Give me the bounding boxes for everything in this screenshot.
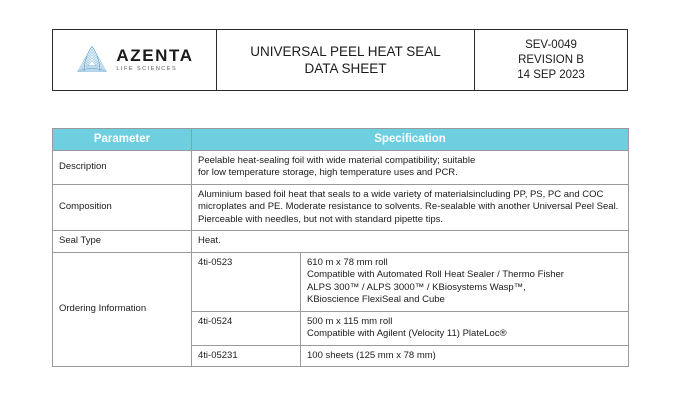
document-title-line-2: DATA SHEET: [304, 61, 387, 76]
description-line-1: Peelable heat-sealing foil with wide material compatibility; suitable: [198, 154, 476, 166]
ordering-item-description: [301, 253, 629, 312]
ordering-items-table: [192, 253, 628, 367]
ordering-item-0-line-2: Compatible with Automated Roll Heat Sealer / Thermo Fisher: [307, 269, 564, 280]
row-spec-composition: Aluminium based foil heat that seals to a wide variety of materialsincluding PP, PS, PC and COC microplates and PE. Moderate resistance to solvents. Re-sealable with another Universal Peel Seal. Pierceable with needles, but not with standard pipette tips.: [192, 184, 629, 231]
row-parameter-seal-type: Seal Type: [53, 231, 192, 253]
document-number: SEV-0049: [525, 38, 577, 51]
table-row: [53, 231, 629, 253]
specification-table: [52, 128, 629, 367]
ordering-item-description: [301, 345, 629, 366]
ordering-item-2-line-1: 100 sheets (125 mm x 78 mm): [307, 349, 436, 361]
azenta-triangle-icon: [75, 43, 109, 77]
document-header: [52, 29, 628, 91]
row-parameter-composition: Composition: [53, 184, 192, 231]
document-title: [217, 30, 475, 90]
table-row: [53, 150, 629, 184]
row-spec-description: [192, 150, 629, 184]
document-revision: REVISION B: [518, 53, 584, 66]
ordering-item-row: [192, 345, 628, 366]
ordering-item-row: [192, 253, 628, 312]
column-header-parameter: Parameter: [53, 129, 192, 151]
row-parameter-description: Description: [53, 150, 192, 184]
document-date: 14 SEP 2023: [517, 68, 585, 81]
ordering-item-1-line-2: Compatible with Agilent (Velocity 11) PlateLoc®: [307, 328, 507, 339]
table-row: [53, 184, 629, 231]
ordering-item-code: 4ti-0524: [192, 311, 301, 345]
brand-wordmark: [116, 47, 193, 73]
document-meta: [475, 30, 627, 90]
ordering-item-0-line-3: ALPS 300™ / ALPS 3000™ / KBiosystems Wasp™,: [307, 281, 526, 293]
ordering-item-row: [192, 311, 628, 345]
ordering-item-1-line-1: 500 m x 115 mm roll: [307, 315, 393, 327]
description-line-2: for low temperature storage, high temperature uses and PCR.: [198, 167, 458, 178]
ordering-item-code: 4ti-0523: [192, 253, 301, 312]
brand-name: AZENTA: [116, 46, 194, 66]
ordering-item-0-line-1: 610 m x 78 mm roll: [307, 256, 388, 268]
row-spec-seal-type: Heat.: [192, 231, 629, 253]
ordering-item-code: 4ti-05231: [192, 345, 301, 366]
ordering-item-description: [301, 311, 629, 345]
document-title-line-1: UNIVERSAL PEEL HEAT SEAL: [250, 44, 441, 59]
table-row: [53, 252, 629, 367]
row-parameter-ordering-information: Ordering Information: [53, 252, 192, 367]
ordering-item-0-line-4: KBioscience FlexiSeal and Cube: [307, 294, 445, 305]
table-header-row: [53, 129, 629, 151]
row-spec-ordering-information: [192, 252, 629, 367]
brand-tagline: LIFE SCIENCES: [116, 66, 178, 73]
brand-logo: [53, 30, 217, 90]
column-header-specification: Specification: [192, 129, 629, 151]
